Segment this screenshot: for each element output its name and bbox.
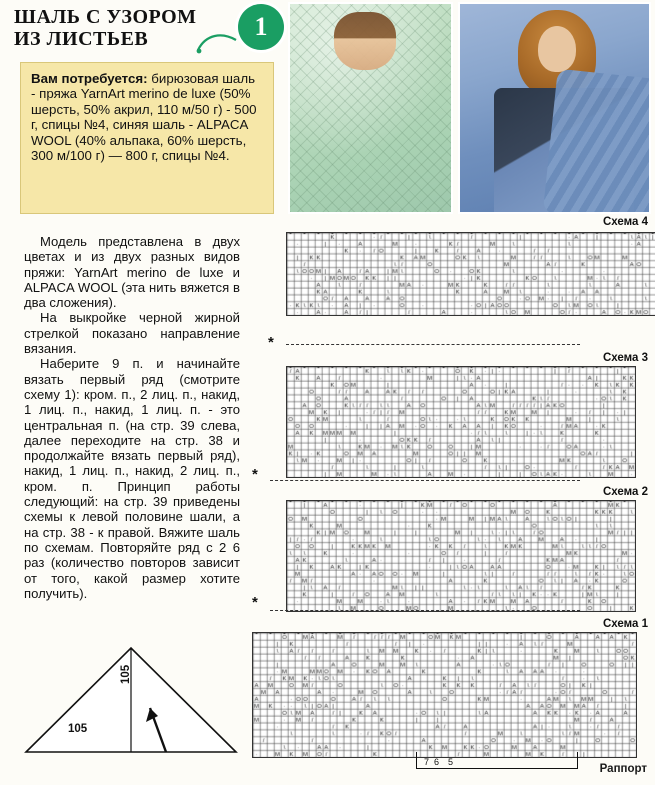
caption-scheme-3: Схема 3 [602, 352, 648, 364]
rapport-bracket [416, 752, 578, 769]
chart-scheme-4 [286, 232, 655, 316]
caption-rapport: Раппорт [599, 763, 647, 775]
rapport-number: 5 [448, 757, 454, 767]
model-face [334, 12, 396, 70]
dashed-edge [286, 344, 580, 345]
chart-scheme-2 [286, 500, 636, 612]
materials-box [20, 62, 274, 214]
triangle-base-label: 105 [68, 723, 88, 735]
instructions-text [24, 234, 240, 601]
shawl-drape [543, 69, 651, 214]
dashed-edge [270, 480, 580, 481]
instructions-paragraph-1: Модель представлена в двух цветах и из двух разных видов пряжи: YarnArt merino de luxe и ALPACA WOOL (эта нить вяжется в два сложения). [24, 234, 240, 311]
page-title-line1: ШАЛЬ С УЗОРОМ [14, 6, 197, 28]
caption-scheme-1: Схема 1 [602, 618, 648, 630]
caption-scheme-2: Схема 2 [602, 486, 648, 498]
step-number-badge [238, 4, 284, 50]
pattern-triangle-diagram [18, 630, 244, 770]
page-title-line2: ИЗ ЛИСТЬЕВ [14, 28, 149, 50]
dashed-edge [270, 610, 580, 611]
chart-scheme-3 [286, 366, 636, 478]
instructions-paragraph-3: Наберите 9 п. и начинайте вязать первый ряд (смотрите схему 1): кром. п., 2 лиц. п., накид, 1 лиц. п., накид, 1 лиц. п. - это центральная п. (на стр. 39 слева, далее переходите на стр. 38 и продолжайте вязать первый ряд), накид, 1 лиц. п., накид, 2 лиц. п., кром. п. Принцип работы следующий: на стр. 39 приведены схемы к левой половине шали, а на стр. 38 - к правой. Вяжите шаль по схемам. Повторяйте ряд с 2 6 раз (количество повторов зависит от того, какой размер хотите получить). [24, 356, 240, 601]
caption-scheme-4: Схема 4 [602, 216, 648, 228]
triangle-height-label: 105 [120, 664, 132, 684]
chart-scheme-1 [252, 632, 637, 758]
instructions-paragraph-2: На выкройке черной жирной стрелкой показано направление вязания. [24, 310, 240, 357]
marker-asterisk: * [252, 466, 258, 483]
model-face [538, 26, 576, 72]
photo-blue-shawl [458, 2, 651, 214]
materials-label: Вам потребуется: [31, 71, 148, 86]
photo-green-shawl [288, 2, 453, 214]
rapport-number: 7 [424, 757, 430, 767]
marker-asterisk: * [252, 594, 258, 611]
marker-asterisk: * [268, 334, 274, 351]
step-number-label: 1 [254, 12, 268, 41]
rapport-number: 6 [434, 757, 440, 767]
materials-text: бирюзовая шаль - пряжа YarnArt merino de luxe (50% шерсть, 50% акрил, 110 м/50 г) - 500 г, спицы №4, синяя шаль - ALPACA WOOL (40% альпака, 60% шерсть, 300 м/100 г) — 800 г, спицы №4. [31, 71, 257, 164]
